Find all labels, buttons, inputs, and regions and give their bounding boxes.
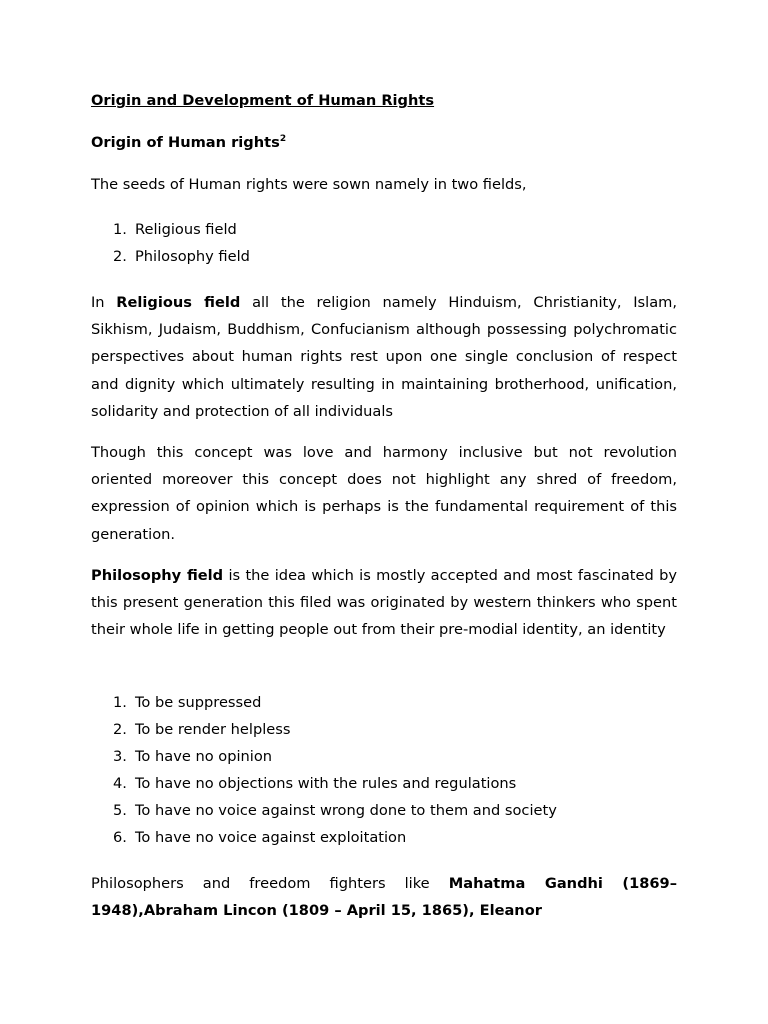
list-number: 4. — [113, 775, 127, 793]
religious-field-paragraph — [91, 289, 677, 425]
intro-paragraph: The seeds of Human rights were sown namely in two fields, — [91, 176, 527, 193]
list-number: 2. — [113, 248, 127, 266]
paragraph-lead: In — [91, 294, 117, 311]
list-text: To have no opinion — [135, 748, 272, 766]
document-title: Origin and Development of Human Rights — [91, 92, 435, 109]
list-number: 5. — [113, 802, 127, 820]
list-text: Philosophy field — [135, 248, 250, 266]
paragraph-body: all the religion namely Hinduism, Christianity, Islam, Sikhism, Judaism, Buddhism, Confucianism although possessing polychromatic perspectives about human rights rest upon one single conclusion of respect and dignity which ultimately resulting in maintaining brotherhood, unification, solidarity and protection of all individuals — [91, 294, 677, 420]
philosophy-field-paragraph — [91, 562, 677, 644]
section-heading — [91, 134, 286, 151]
paragraph-body: is the idea which is mostly accepted and most fascinated by this present generation this filed was originated by western thinkers who spent their whole life in getting people out from their pre-modial identity, an identity — [91, 567, 677, 639]
philosophy-field-term: Philosophy field — [91, 567, 224, 584]
list-text: To have no voice against exploitation — [135, 829, 407, 847]
list-number: 6. — [113, 829, 127, 847]
list-text: To be render helpless — [135, 721, 291, 739]
list-number: 2. — [113, 721, 127, 739]
list-number: 3. — [113, 748, 127, 766]
concept-paragraph: Though this concept was love and harmony inclusive but not revolution oriented moreover this concept does not highlight any shred of freedom, expression of opinion which is perhaps is the fundamental requirement of this generation. — [91, 444, 677, 543]
section-heading-text: Origin of Human rights — [91, 134, 280, 151]
list-text: To be suppressed — [135, 694, 262, 711]
paragraph-lead: Philosophers and freedom fighters like — [91, 875, 449, 892]
list-text: To have no objections with the rules and regulations — [135, 775, 517, 793]
philosophers-names: Mahatma Gandhi (1869–1948),Abraham Lincon (1809 – April 15, 1865), Eleanor — [91, 875, 677, 920]
religious-field-term: Religious field — [116, 294, 241, 311]
list-text: To have no voice against wrong done to them and society — [135, 802, 557, 820]
list-number: 1. — [113, 694, 127, 711]
footnote-marker: 2 — [279, 134, 287, 144]
philosophers-paragraph — [91, 870, 677, 924]
list-number: 1. — [113, 221, 127, 238]
list-text: Religious field — [135, 221, 237, 238]
